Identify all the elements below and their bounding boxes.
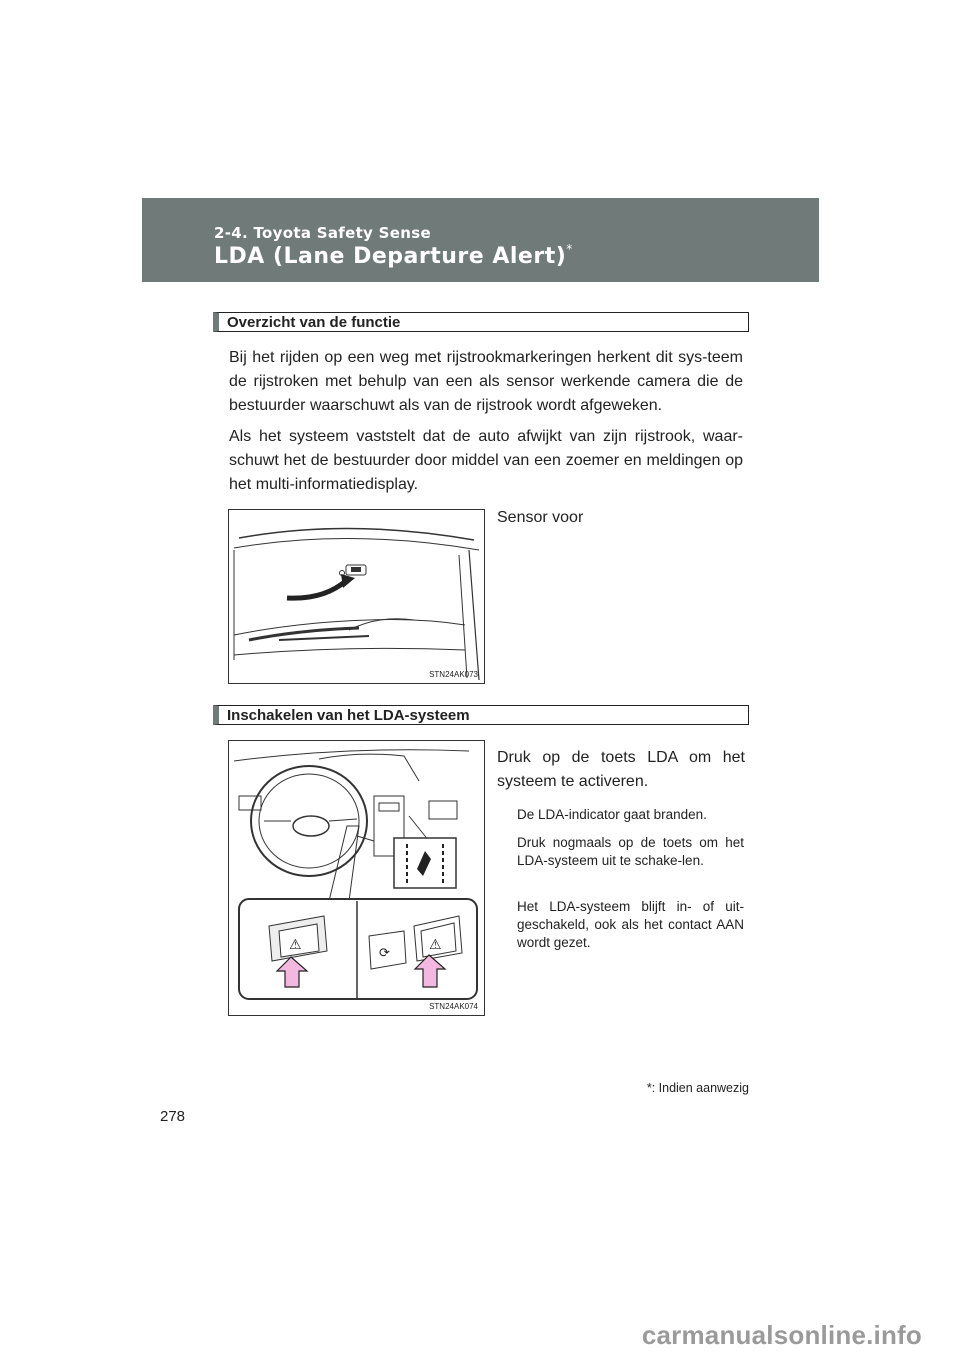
section-heading-activate [213, 705, 749, 725]
note-persist: Het LDA-systeem blijft in- of uit-geschakeld, ook als het contact AAN wordt gezet. [517, 899, 744, 950]
svg-text:⟳: ⟳ [379, 946, 390, 961]
paragraph-warning: Als het systeem vaststelt dat de auto afwijkt van zijn rijstrook, waar-schuwt het de bestuurder door middel van een zoemer en meldingen op het multi-informatiedisplay. [229, 428, 743, 493]
instruction-text: Druk op de toets LDA om het systeem te activeren. [497, 749, 745, 790]
footnote-text: : Indien aanwezig [651, 1081, 749, 1095]
paragraph-intro: Bij het rijden op een weg met rijstrookmarkeringen herkent dit sys-teem de rijstroken met behulp van een als sensor werkende camera die de bestuurder waarschuwt als van de rijstrook wordt afgeweken. [229, 349, 743, 414]
watermark: carmanualsonline.info [641, 1320, 922, 1350]
svg-text:⚠: ⚠ [289, 937, 302, 953]
windshield-sensor-figure [228, 509, 485, 684]
dashboard-illustration [229, 741, 484, 1015]
footnote-mark: * [646, 1081, 652, 1095]
figure-code: STN24AK074 [429, 1002, 478, 1011]
chapter-header [142, 198, 819, 282]
footnote [647, 1081, 749, 1095]
section-heading-text: Inschakelen van het LDA-systeem [227, 707, 470, 724]
page-title [214, 244, 573, 269]
note-deactivate: Druk nogmaals op de toets om het LDA-systeem uit te schake-len. [517, 835, 744, 868]
page-number: 278 [160, 1108, 186, 1125]
figure-caption-sensor: Sensor voor [497, 509, 584, 526]
note-indicator: De LDA-indicator gaat branden. [517, 807, 707, 822]
chapter-label: 2-4. Toyota Safety Sense [214, 224, 431, 242]
section-heading-overview [213, 312, 749, 332]
windshield-illustration [229, 510, 484, 683]
svg-text:⚠: ⚠ [429, 937, 442, 953]
title-footnote-mark: * [566, 242, 573, 256]
dashboard-switch-figure [228, 740, 485, 1016]
figure-code: STN24AK073 [429, 670, 478, 679]
page-title-text: LDA (Lane Departure Alert) [214, 244, 567, 269]
section-heading-text: Overzicht van de functie [227, 314, 401, 331]
